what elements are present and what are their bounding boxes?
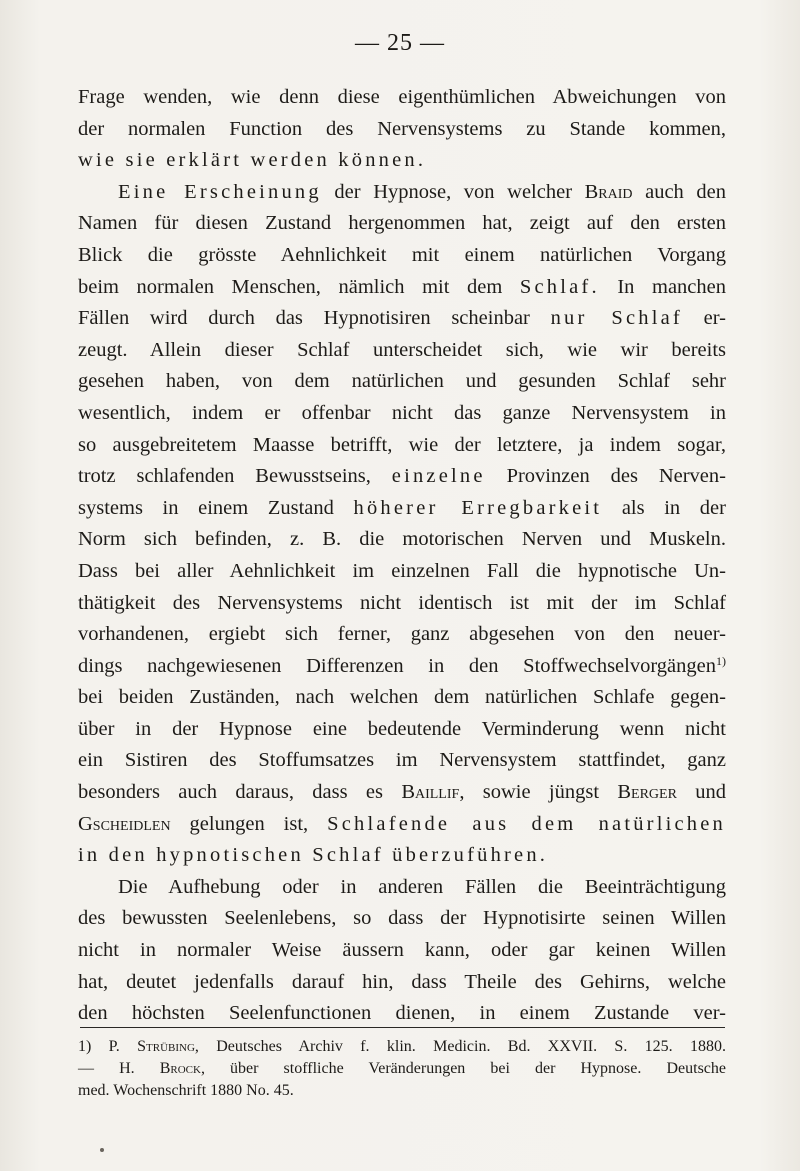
text-run: besonders auch daraus, dass es — [78, 781, 402, 804]
body-line — [78, 366, 726, 398]
body-line — [78, 903, 726, 935]
text-run: nicht in normaler Weise äussern kann, oder gar keinen Willen — [78, 939, 726, 962]
footnotes — [78, 1036, 726, 1102]
text-run: Die Aufhebung oder in anderen Fällen die Beeinträchtigung — [118, 875, 726, 898]
emphasis-text: in den hypnotischen Schlaf überzuführen. — [78, 844, 549, 867]
text-run: Provinzen des Nerven- — [485, 465, 726, 488]
author-name: Braid — [584, 180, 633, 203]
text-run: beim normalen Menschen, nämlich mit dem — [78, 275, 520, 298]
text-run: über in der Hypnose eine bedeutende Verminderung wenn nicht — [78, 717, 726, 740]
author-name: Berger — [617, 781, 677, 804]
emphasis-text: höherer Erregbarkeit — [353, 496, 603, 519]
body-line — [78, 461, 726, 493]
body-line — [78, 809, 726, 841]
text-run: wesentlich, indem er offenbar nicht das ganze Nervensystem in — [78, 401, 726, 424]
emphasis-text: wie sie erklärt werden können. — [78, 149, 427, 172]
body-line — [78, 145, 726, 177]
text-run: trotz schlafenden Bewusstseins, — [78, 465, 392, 488]
text-run: so ausgebreitetem Maasse betrifft, wie der letztere, ja indem sogar, — [78, 433, 726, 456]
emphasis-text: einzelne — [391, 465, 486, 488]
text-run: hat, deutet jedenfalls darauf hin, dass Theile des Gehirns, welche — [78, 970, 726, 993]
text-run: gelungen ist, — [170, 812, 328, 835]
text-run: systems in einem Zustand — [78, 496, 354, 519]
text-run: dings nachgewiesenen Differenzen in den Stoffwechselvorgängen — [78, 654, 716, 677]
body-text — [78, 82, 726, 1030]
body-line — [78, 967, 726, 999]
text-run: als in der — [602, 496, 726, 519]
body-line — [78, 777, 726, 809]
author-name: Strübing — [137, 1038, 195, 1055]
body-line — [78, 335, 726, 367]
text-run: bei beiden Zuständen, nach welchen dem natürlichen Schlafe gegen- — [78, 686, 726, 709]
text-run: er- — [682, 307, 726, 330]
text-run: vorhandenen, ergiebt sich ferner, ganz abgesehen von den neuer- — [78, 623, 726, 646]
body-line — [78, 114, 726, 146]
body-line — [78, 272, 726, 304]
body-line — [78, 588, 726, 620]
body-line — [78, 493, 726, 525]
body-line — [78, 82, 726, 114]
author-name: Gscheidlen — [78, 812, 171, 835]
body-line — [78, 619, 726, 651]
text-run: und — [676, 781, 727, 804]
body-line — [78, 240, 726, 272]
text-run: auch den — [632, 180, 726, 203]
text-run: — H. — [78, 1060, 160, 1077]
emphasis-text: Schlaf. — [519, 275, 600, 298]
text-run: Norm sich befinden, z. B. die motorischen Nerven und Muskeln. — [78, 528, 726, 551]
text-run: Fällen wird durch das Hypnotisiren scheinbar — [78, 307, 551, 330]
text-run: In manchen — [599, 275, 726, 298]
body-line — [78, 398, 726, 430]
footnote-rule — [80, 1027, 725, 1028]
text-run: Blick die grösste Aehnlichkeit mit einem natürlichen Vorgang — [78, 243, 726, 266]
body-line — [78, 872, 726, 904]
text-run: med. Wochenschrift 1880 No. 45. — [78, 1082, 294, 1099]
text-run: 1) P. — [78, 1038, 138, 1055]
body-line — [78, 556, 726, 588]
text-run: , sowie jüngst — [459, 781, 618, 804]
footnote-line — [78, 1036, 726, 1058]
text-run: zeugt. Allein dieser Schlaf unterscheidet sich, wie wir bereits — [78, 338, 726, 361]
text-run: Dass bei aller Aehnlichkeit im einzelnen Fall die hypnotische Un- — [78, 559, 726, 582]
text-run: , Deutsches Archiv f. klin. Medicin. Bd. XXVII. S. 125. 1880. — [194, 1038, 727, 1055]
text-run: thätigkeit des Nervensystems nicht identisch ist mit der im Schlaf — [78, 591, 726, 614]
body-line — [78, 524, 726, 556]
body-line — [78, 998, 726, 1030]
body-line — [78, 935, 726, 967]
text-run: gesehen haben, von dem natürlichen und gesunden Schlaf sehr — [78, 370, 726, 393]
body-line — [78, 177, 726, 209]
text-run: den höchsten Seelenfunctionen dienen, in einem Zustande ver- — [78, 1002, 726, 1025]
author-name: Baillif — [401, 781, 460, 804]
emphasis-text: nur Schlaf — [550, 307, 683, 330]
body-line — [78, 303, 726, 335]
body-line — [78, 651, 726, 683]
emphasis-text: Schlafende aus dem natürlichen — [327, 812, 726, 835]
text-run: , über stoffliche Veränderungen bei der Hypnose. Deutsche — [200, 1060, 726, 1077]
text-run: der normalen Function des Nervensystems zu Stande kommen, — [78, 117, 726, 140]
text-run: des bewussten Seelenlebens, so dass der Hypnotisirte seinen Willen — [78, 907, 726, 930]
text-run: Namen für diesen Zustand hergenommen hat, zeigt auf den ersten — [78, 212, 726, 235]
emphasis-text: Eine Erscheinung — [118, 180, 322, 203]
text-run: Frage wenden, wie denn diese eigenthümlichen Abweichungen von — [78, 86, 726, 108]
page-number: — 25 — — [355, 30, 445, 56]
body-line — [78, 208, 726, 240]
footnote-line — [78, 1080, 726, 1102]
text-run: der Hypnose, von welcher — [321, 180, 585, 203]
body-line — [78, 714, 726, 746]
body-line — [78, 840, 726, 872]
body-line — [78, 745, 726, 777]
paper-speck — [100, 1148, 104, 1152]
body-line — [78, 682, 726, 714]
body-line — [78, 430, 726, 462]
author-name: Brock — [159, 1060, 201, 1077]
footnote-marker: 1) — [716, 653, 726, 668]
footnote-line — [78, 1058, 726, 1080]
text-run: ein Sistiren des Stoffumsatzes im Nervensystem stattfindet, ganz — [78, 749, 726, 772]
